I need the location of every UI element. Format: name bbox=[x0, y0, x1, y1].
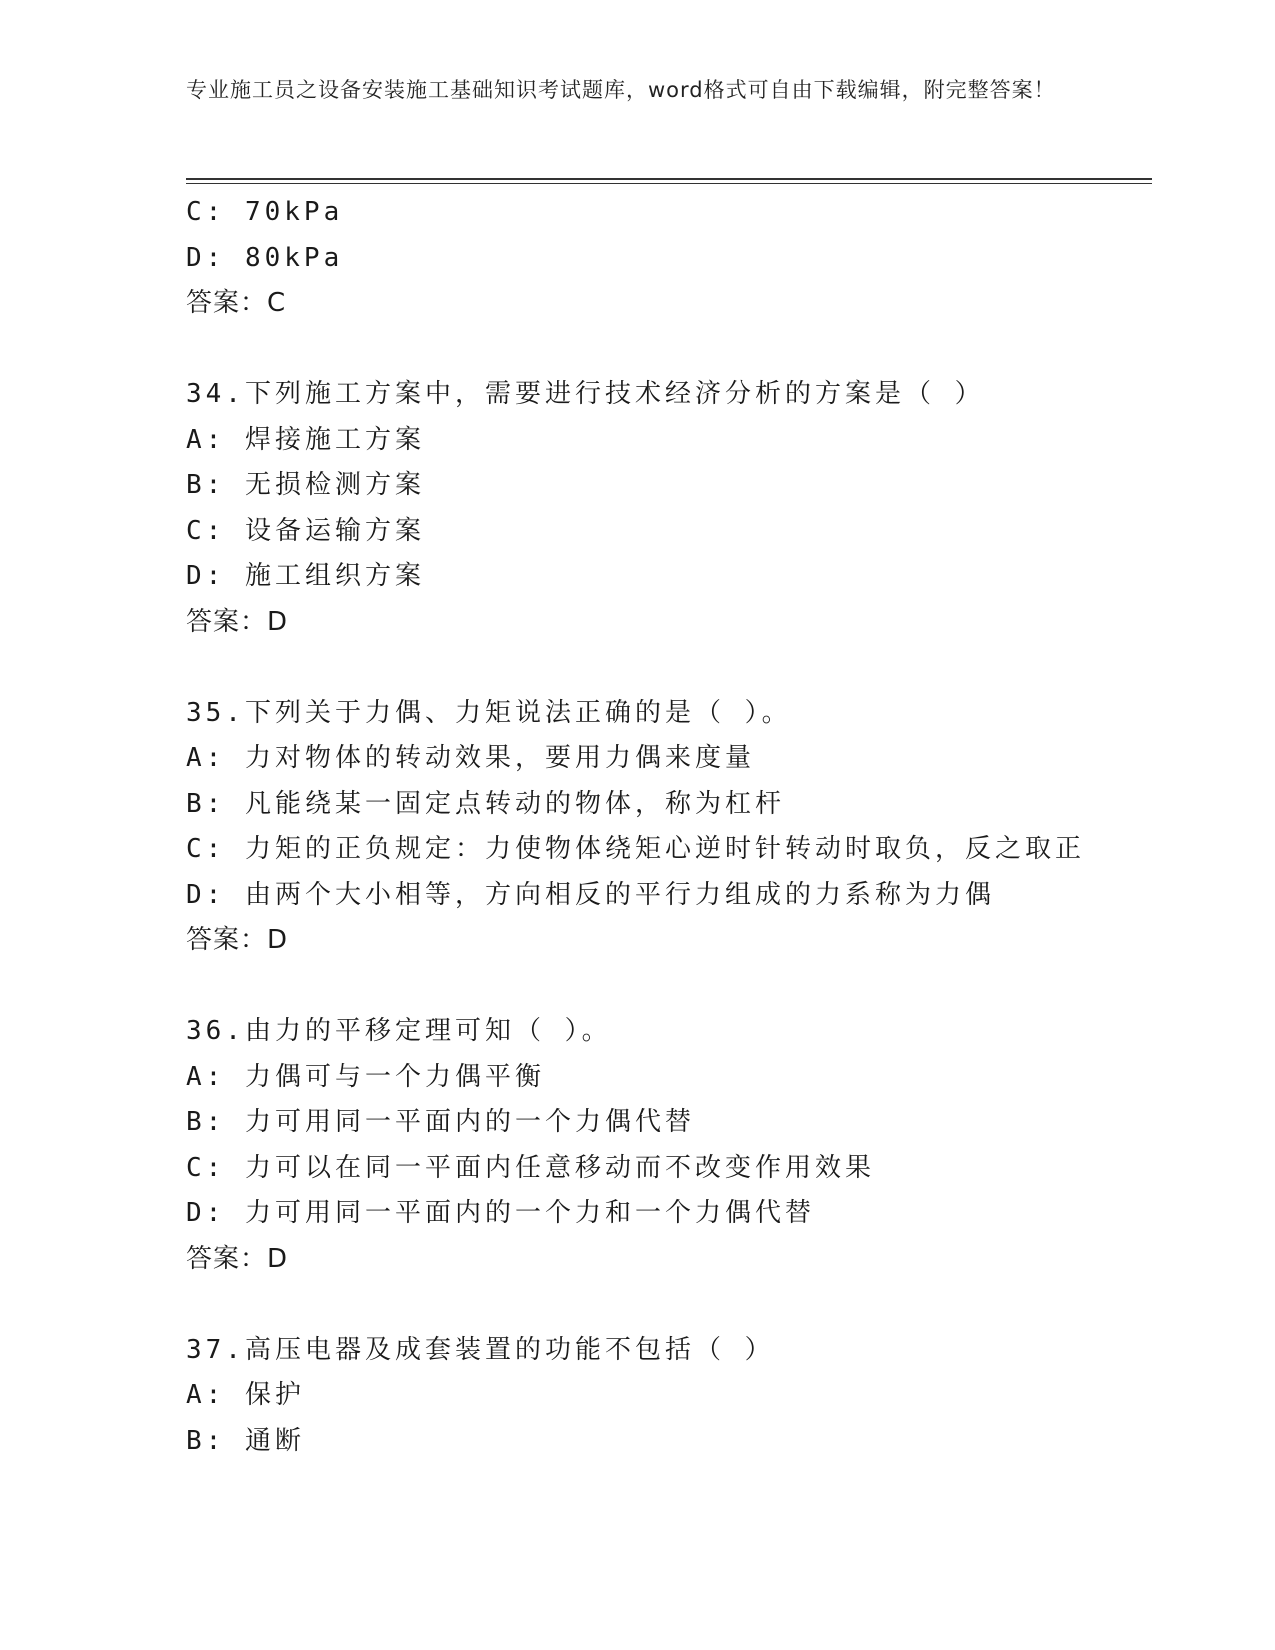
question-list bbox=[186, 190, 1152, 1464]
option-c: C: 力矩的正负规定：力使物体绕矩心逆时针转动时取负，反之取正 bbox=[186, 834, 1085, 864]
option-b: B: 通断 bbox=[186, 1425, 305, 1456]
question-stem: 37.高压电器及成套装置的功能不包括（ ） bbox=[186, 1334, 775, 1365]
document-header: 专业施工员之设备安装施工基础知识考试题库，word格式可自由下载编辑，附完整答案！ bbox=[186, 78, 1056, 102]
question-36 bbox=[186, 1009, 1152, 1282]
option-a: A: 保护 bbox=[186, 1380, 305, 1410]
option-c: C: 设备运输方案 bbox=[186, 515, 425, 546]
spacer bbox=[186, 1282, 1152, 1328]
option-c: C: 力可以在同一平面内任意移动而不改变作用效果 bbox=[186, 1152, 875, 1183]
option-a: A: 力偶可与一个力偶平衡 bbox=[186, 1061, 545, 1092]
question-37 bbox=[186, 1328, 1152, 1465]
spacer bbox=[186, 327, 1152, 373]
question-35 bbox=[186, 691, 1152, 964]
answer-line: 答案：D bbox=[186, 925, 289, 955]
option-a: A: 力对物体的转动效果，要用力偶来度量 bbox=[186, 743, 755, 773]
answer-line: 答案：D bbox=[186, 1243, 289, 1274]
option-b: B: 无损检测方案 bbox=[186, 470, 425, 500]
header-rule-thick bbox=[186, 178, 1152, 180]
question-stem: 34.下列施工方案中，需要进行技术经济分析的方案是（ ） bbox=[186, 379, 985, 409]
option-b: B: 力可用同一平面内的一个力偶代替 bbox=[186, 1107, 695, 1137]
option-a: A: 焊接施工方案 bbox=[186, 424, 425, 455]
option-d: D: 施工组织方案 bbox=[186, 561, 425, 591]
continued-question bbox=[186, 190, 1152, 327]
spacer bbox=[186, 964, 1152, 1010]
option-d: D: 力可用同一平面内的一个力和一个力偶代替 bbox=[186, 1198, 815, 1228]
option-d: D: 由两个大小相等，方向相反的平行力组成的力系称为力偶 bbox=[186, 879, 995, 910]
answer-line: 答案：C bbox=[186, 288, 287, 318]
option-c: C: 70kPa bbox=[186, 197, 344, 227]
option-d: D: 80kPa bbox=[186, 242, 344, 273]
header-rule-thin bbox=[186, 183, 1152, 184]
question-stem: 35.下列关于力偶、力矩说法正确的是（ ）。 bbox=[186, 697, 792, 728]
question-34 bbox=[186, 372, 1152, 645]
option-b: B: 凡能绕某一固定点转动的物体，称为杠杆 bbox=[186, 788, 785, 819]
question-stem: 36.由力的平移定理可知（ ）。 bbox=[186, 1016, 612, 1046]
spacer bbox=[186, 645, 1152, 691]
answer-line: 答案：D bbox=[186, 606, 289, 637]
